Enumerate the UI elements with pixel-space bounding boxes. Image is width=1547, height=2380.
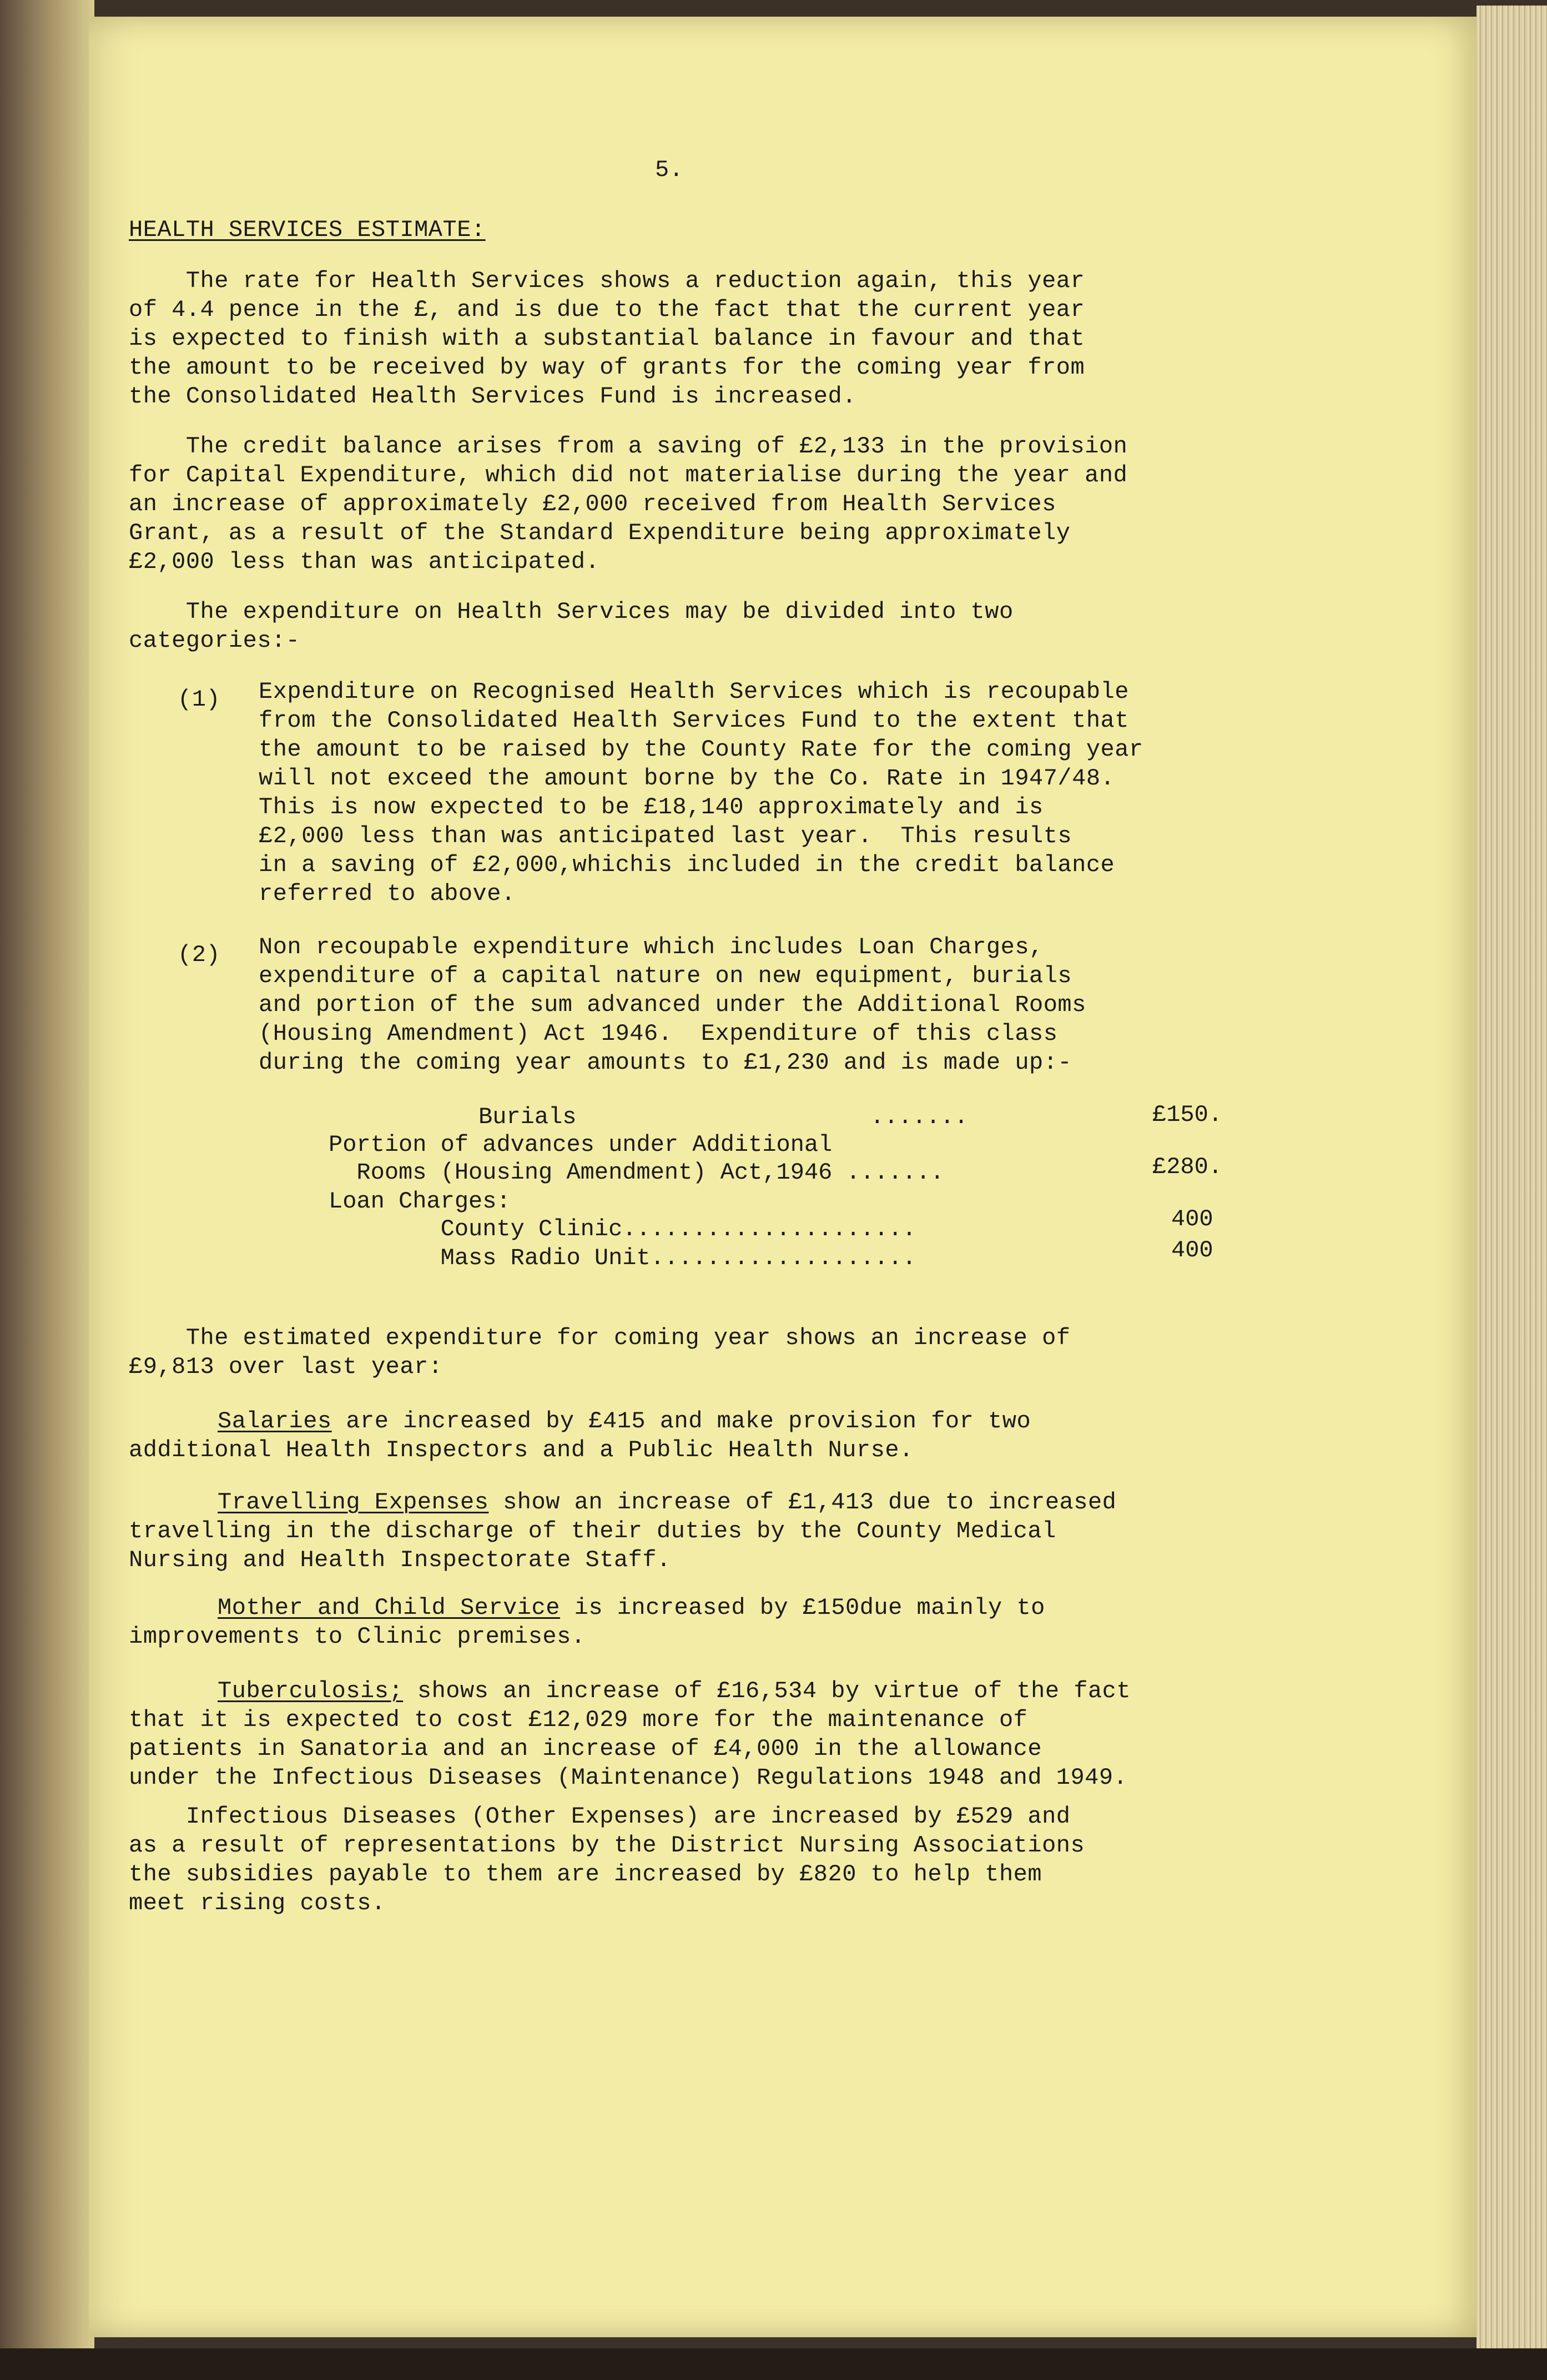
travelling-title: Travelling Expenses: [218, 1489, 489, 1516]
mother-child-line2: improvements to Clinic premises.: [129, 1623, 586, 1650]
table-row-rooms: Rooms (Housing Amendment) Act,1946 .......: [329, 1159, 944, 1186]
tuberculosis-lines: that it is expected to cost £12,029 more for the maintenance of patients in Sanatoria and an increase of £4,000 in the allowance under the Infectious Diseases (Maintenance) Regulations 1948 and 1949.: [129, 1707, 1128, 1791]
tuberculosis-title: Tuberculosis;: [218, 1678, 404, 1704]
table-row-portion: Portion of advances under Additional: [329, 1131, 833, 1158]
table-amount-county-clinic: 400: [1171, 1206, 1213, 1232]
salaries-title: Salaries: [218, 1408, 332, 1435]
paragraph-salaries: [129, 1407, 1031, 1465]
travelling-lines: travelling in the discharge of their duties by the County Medical Nursing and Health Inspectorate Staff.: [129, 1518, 1056, 1573]
tuberculosis-text: shows an increase of £16,534 by virtue of the fact: [403, 1678, 1131, 1704]
table-amount-rooms: £280.: [1152, 1154, 1223, 1180]
mother-child-text: is increased by £150due mainly to: [560, 1594, 1045, 1621]
bottom-shadow: [0, 2348, 1547, 2380]
paragraph-credit-balance: The credit balance arises from a saving of £2,133 in the provision for Capital Expenditure, which did not materialise during the year and an increase of approximately £2,000 received from Health Services Grant, as a result of the Standard Expenditure being approximately £2,000 less than was anticipated.: [129, 433, 1128, 575]
page-edges: [1477, 6, 1547, 2354]
table-amount-burials: £150.: [1152, 1101, 1223, 1128]
paragraph-tuberculosis: [129, 1677, 1131, 1792]
paragraph-travelling: [129, 1488, 1116, 1574]
salaries-text: are increased by £415 and make provision for two: [331, 1408, 1031, 1435]
paragraph-categories: The expenditure on Health Services may be divided into two categories:-: [129, 598, 1014, 654]
table-row-mass-radio: Mass Radio Unit...................: [329, 1245, 916, 1271]
mother-child-title: Mother and Child Service: [218, 1594, 560, 1621]
paragraph-infectious-diseases: Infectious Diseases (Other Expenses) are increased by £529 and as a result of representations by the District Nursing Associations the subsidies payable to them are increased by £820 to help them meet rising costs.: [129, 1803, 1085, 1916]
list-item-2-body: Non recoupable expenditure which includes Loan Charges, expenditure of a capital nature on new equipment, burials and portion of the sum advanced under the Additional Rooms (Housing Amendment) Act 1946. Expenditure of this class during the coming year amounts to £1,230 and is made up:-: [259, 934, 1086, 1076]
salaries-line2: additional Health Inspectors and a Public Health Nurse.: [129, 1437, 914, 1463]
table-row-county-clinic: County Clinic.....................: [329, 1216, 916, 1242]
page-number: 5.: [655, 157, 684, 183]
paragraph-mother-child: [129, 1593, 1045, 1651]
section-heading: HEALTH SERVICES ESTIMATE:: [129, 217, 486, 243]
list-item-1-body: Expenditure on Recognised Health Services which is recoupable from the Consolidated Health Services Fund to the extent that the amount to be raised by the County Rate for the coming year will not exceed the amount borne by the Co. Rate in 1947/48. This is now expected to be £18,140 approximately and is £2,000 less than was anticipated last year. This results in a saving of £2,000,whichis included in the credit balance referred to above.: [259, 678, 1143, 907]
table-row-loan-charges: Loan Charges:: [329, 1188, 511, 1215]
list-item-1-number: (1): [178, 686, 221, 713]
table-row-burials: Burials .......: [478, 1104, 969, 1130]
paragraph-estimated-expenditure: The estimated expenditure for coming year shows an increase of £9,813 over last year:: [129, 1325, 1071, 1380]
table-amount-mass-radio: 400: [1171, 1237, 1213, 1264]
list-item-2-number: (2): [178, 942, 221, 968]
travelling-text: show an increase of £1,413 due to increased: [488, 1489, 1117, 1516]
left-binding-shadow: [0, 0, 94, 2380]
paragraph-rate: The rate for Health Services shows a reduction again, this year of 4.4 pence in the £, and is due to the fact that the current year is expected to finish with a substantial balance in favour and that the amount to be received by way of grants for the coming year from the Consolidated Health Services Fund is increased.: [129, 268, 1085, 410]
